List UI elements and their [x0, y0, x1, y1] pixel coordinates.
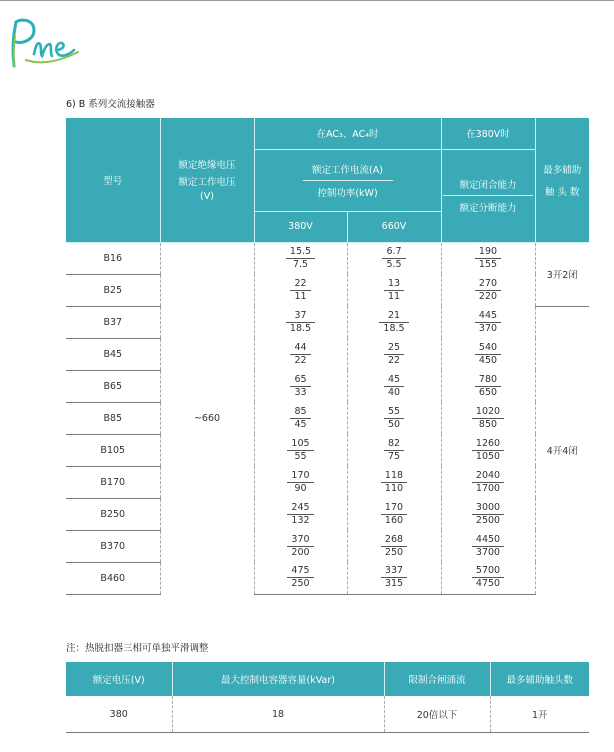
value-380v-bottom: 55	[294, 450, 307, 462]
cell-max-aux: 1开	[490, 696, 589, 733]
value-380v	[287, 565, 313, 590]
value-380v-bottom: 18.5	[289, 322, 312, 334]
value-capacity-bottom: 4750	[475, 578, 501, 590]
value-capacity-bottom: 370	[478, 322, 498, 334]
header-current-label: 额定工作电流(A)	[312, 164, 383, 176]
header-max-capacitor: 最大控制电容器容量(kVar)	[172, 662, 384, 696]
cell-capacity	[441, 402, 535, 434]
cell-aux-group-b: 4开4闭	[546, 446, 578, 458]
value-380v	[286, 246, 315, 271]
cell-660v	[347, 242, 441, 274]
value-capacity-top: 270	[475, 278, 501, 291]
value-380v-top: 15.5	[286, 246, 315, 259]
value-660v-top: 337	[381, 565, 407, 578]
header-voltage-line3: (V)	[200, 191, 214, 203]
value-capacity-bottom: 155	[478, 258, 498, 270]
header-aux	[535, 118, 589, 242]
table-row	[66, 530, 589, 562]
value-660v-top: 25	[384, 342, 404, 355]
value-capacity-top: 2040	[472, 470, 504, 483]
cell-380v	[254, 274, 347, 306]
cell-capacity	[441, 434, 535, 466]
value-660v-top: 170	[381, 502, 407, 515]
value-capacity	[472, 534, 504, 559]
value-capacity-top: 190	[475, 246, 501, 259]
table-row	[66, 306, 589, 338]
cell-capacity	[441, 562, 535, 594]
header-capacity	[441, 149, 535, 242]
value-380v-bottom: 22	[294, 354, 307, 366]
value-660v-bottom: 5.5	[386, 258, 402, 270]
value-capacity-bottom: 3700	[475, 546, 501, 558]
value-capacity	[475, 278, 501, 303]
value-capacity-top: 780	[475, 374, 501, 387]
value-capacity-top: 4450	[472, 534, 504, 547]
cell-rated-voltage: ~660	[160, 242, 254, 594]
cell-660v	[347, 530, 441, 562]
cell-model: B170	[66, 466, 160, 498]
value-380v-top: 170	[287, 470, 313, 483]
value-380v	[287, 534, 313, 559]
table-row	[66, 466, 589, 498]
value-660v-bottom: 75	[387, 450, 401, 462]
value-660v-bottom: 22	[387, 354, 401, 366]
cell-capacity	[441, 370, 535, 402]
value-capacity	[472, 565, 504, 590]
value-capacity	[475, 310, 501, 335]
value-380v-bottom: 132	[291, 514, 310, 526]
value-660v-top: 6.7	[382, 246, 405, 259]
value-380v-bottom: 33	[294, 386, 307, 398]
value-capacity-bottom: 1700	[475, 482, 501, 494]
value-380v-top: 44	[290, 342, 310, 355]
value-380v	[290, 374, 310, 399]
note-text: 注：热脱扣器三相可单独平滑调整	[66, 643, 209, 654]
value-380v	[287, 470, 313, 495]
header-breaking-label: 额定分断能力	[459, 203, 517, 214]
value-660v	[379, 310, 408, 335]
header-inrush-limit: 限制合闸涌流	[384, 662, 490, 696]
value-660v-bottom: 11	[387, 290, 401, 302]
capacitor-switching-table	[66, 662, 589, 733]
value-660v-top: 268	[381, 534, 407, 547]
value-capacity	[475, 246, 501, 271]
value-660v	[381, 502, 407, 527]
cell-380v	[254, 466, 347, 498]
cell-capacity	[441, 466, 535, 498]
value-660v-top: 13	[384, 278, 404, 291]
value-380v-top: 370	[287, 534, 313, 547]
value-380v-bottom: 11	[294, 290, 307, 302]
value-380v-top: 85	[290, 406, 310, 419]
value-660v-bottom: 40	[387, 386, 401, 398]
cell-380v	[254, 306, 347, 338]
value-380v-top: 65	[290, 374, 310, 387]
value-380v-bottom: 45	[294, 418, 307, 430]
value-660v-top: 55	[384, 406, 404, 419]
cell-model: B460	[66, 562, 160, 594]
header-making-label: 额定闭合能力	[459, 180, 517, 191]
cell-380v	[254, 434, 347, 466]
value-capacity-top: 540	[475, 342, 501, 355]
cell-inrush-limit: 20倍以下	[384, 696, 490, 733]
value-660v-bottom: 160	[384, 514, 404, 526]
value-capacity	[472, 406, 504, 431]
cell-model: B250	[66, 498, 160, 530]
value-660v-bottom: 250	[384, 546, 404, 558]
value-capacity	[472, 470, 504, 495]
value-capacity	[475, 342, 501, 367]
value-660v-bottom: 18.5	[383, 322, 405, 334]
header-voltage	[160, 118, 254, 242]
cell-380v	[254, 498, 347, 530]
cell-capacity	[441, 498, 535, 530]
value-capacity-bottom: 650	[478, 386, 498, 398]
header-rated-voltage: 额定电压(V)	[66, 662, 172, 696]
table-row	[66, 696, 589, 733]
value-660v	[381, 534, 407, 559]
value-capacity-bottom: 850	[478, 418, 498, 430]
value-380v-top: 245	[287, 502, 313, 515]
value-380v-bottom: 7.5	[292, 258, 309, 270]
value-380v	[290, 406, 310, 431]
value-capacity-bottom: 450	[478, 354, 498, 366]
cell-660v	[347, 274, 441, 306]
cell-660v	[347, 498, 441, 530]
value-380v	[287, 438, 313, 463]
contactor-spec-table	[66, 118, 589, 595]
value-380v-top: 37	[286, 310, 315, 323]
table-row	[66, 402, 589, 434]
value-380v-top: 475	[287, 565, 313, 578]
cell-model: B370	[66, 530, 160, 562]
cell-max-capacitor: 18	[172, 696, 384, 733]
cell-660v	[347, 306, 441, 338]
cell-380v	[254, 562, 347, 594]
value-660v-bottom: 315	[384, 578, 404, 590]
value-380v-bottom: 250	[291, 578, 310, 590]
value-660v	[382, 246, 405, 271]
value-capacity-top: 5700	[472, 565, 504, 578]
cell-capacity	[441, 530, 535, 562]
cell-model: B105	[66, 434, 160, 466]
value-380v-top: 105	[287, 438, 313, 451]
header-ac: 在AC₃、AC₄时	[254, 118, 441, 149]
cell-model: B16	[66, 242, 160, 274]
cell-capacity	[441, 274, 535, 306]
value-660v-top: 118	[381, 470, 407, 483]
header-aux-line1: 最多辅助	[543, 164, 582, 176]
cell-660v	[347, 562, 441, 594]
section-title: 6) B 系列交流接触器	[66, 99, 155, 110]
header-current	[254, 149, 441, 211]
cell-380v	[254, 338, 347, 370]
value-capacity-top: 3000	[472, 502, 504, 515]
cell-660v	[347, 466, 441, 498]
value-660v-top: 21	[379, 310, 408, 323]
value-660v	[384, 406, 404, 431]
value-660v	[384, 438, 404, 463]
cell-380v	[254, 370, 347, 402]
value-capacity	[472, 438, 504, 463]
value-660v-bottom: 50	[387, 418, 401, 430]
header-at380: 在380V时	[441, 118, 535, 149]
cell-model: B25	[66, 274, 160, 306]
value-660v	[381, 565, 407, 590]
cell-660v	[347, 370, 441, 402]
cell-capacity	[441, 306, 535, 338]
header-divider	[303, 180, 393, 181]
header-model: 型号	[66, 118, 160, 242]
value-capacity	[472, 502, 504, 527]
header-voltage-line2: 额定工作电压	[178, 177, 236, 189]
header-aux-line2: 触 头 数	[544, 186, 580, 198]
value-660v	[384, 278, 404, 303]
cell-660v	[347, 434, 441, 466]
table-row	[66, 498, 589, 530]
cell-model: B65	[66, 370, 160, 402]
value-660v-top: 82	[384, 438, 404, 451]
value-660v-bottom: 110	[384, 482, 404, 494]
header-power-label: 控制功率(kW)	[317, 187, 378, 199]
value-660v-top: 45	[384, 374, 404, 387]
header-max-aux: 最多辅助触头数	[490, 662, 589, 696]
table-row	[66, 242, 589, 274]
value-capacity-bottom: 220	[478, 290, 498, 302]
value-660v	[381, 470, 407, 495]
value-380v-bottom: 200	[291, 546, 310, 558]
value-capacity-bottom: 1050	[475, 450, 501, 462]
cell-380v	[254, 530, 347, 562]
cell-aux-group-a: 3开2闭	[535, 242, 589, 306]
value-380v	[290, 342, 310, 367]
header-voltage-line1: 额定绝缘电压	[178, 160, 236, 172]
header-660v: 660V	[347, 211, 441, 242]
header-380v: 380V	[254, 211, 347, 242]
value-380v-bottom: 90	[294, 482, 307, 494]
cell-rated-voltage: 380	[66, 696, 172, 733]
cell-660v	[347, 402, 441, 434]
table-row	[66, 562, 589, 594]
value-capacity-top: 445	[475, 310, 501, 323]
value-380v-top: 22	[290, 278, 310, 291]
cell-model: B85	[66, 402, 160, 434]
table-row	[66, 370, 589, 402]
table-row	[66, 338, 589, 370]
cell-model: B37	[66, 306, 160, 338]
header-divider	[443, 195, 533, 196]
value-660v	[384, 342, 404, 367]
table-row	[66, 274, 589, 306]
value-capacity-top: 1020	[472, 406, 504, 419]
cell-380v	[254, 242, 347, 274]
value-380v	[287, 502, 313, 527]
cell-380v	[254, 402, 347, 434]
brand-logo	[4, 14, 82, 70]
value-capacity-top: 1260	[472, 438, 504, 451]
cell-capacity	[441, 338, 535, 370]
value-380v	[290, 278, 310, 303]
table-row	[66, 434, 589, 466]
value-380v	[286, 310, 315, 335]
top-rule	[0, 0, 614, 1]
cell-capacity	[441, 242, 535, 274]
value-capacity-bottom: 2500	[475, 514, 501, 526]
value-capacity	[475, 374, 501, 399]
cell-model: B45	[66, 338, 160, 370]
value-660v	[384, 374, 404, 399]
cell-660v	[347, 338, 441, 370]
